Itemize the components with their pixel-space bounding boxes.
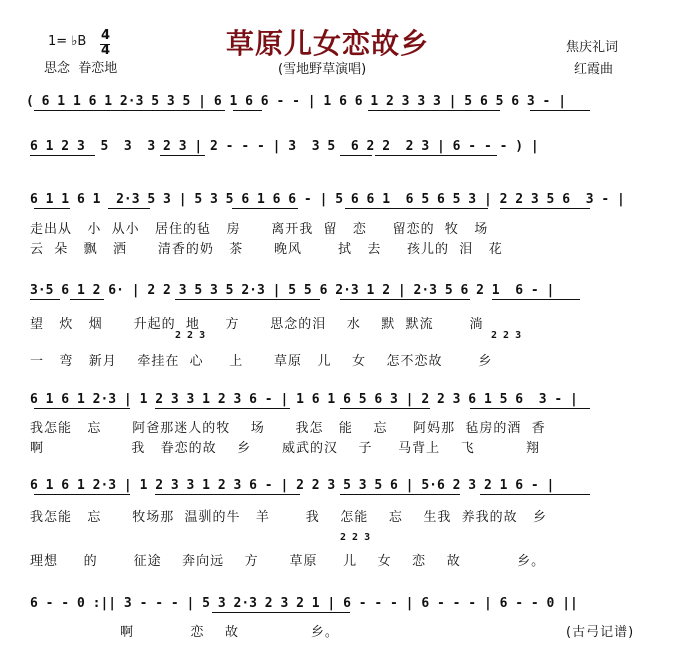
beam-underline xyxy=(160,155,205,156)
beam-underline xyxy=(34,408,130,409)
lyrics-line-7: 啊 恋 故 乡。 xyxy=(120,625,339,640)
notation-line-2: 6 1 2 3 5 3 3 2 3 | 2 - - - | 3 3 5 6 2 2 2 3 | 6 - - - ) | xyxy=(30,139,539,154)
transcriber-note: (古弓记谱) xyxy=(566,625,635,640)
beam-underline xyxy=(175,299,320,300)
beam-underline xyxy=(30,155,95,156)
beam-underline xyxy=(500,208,590,209)
time-signature-top: 4 xyxy=(101,28,111,43)
lyrics-line-3b: 云 朵 飘 洒 清香的奶 茶 晚风 拭 去 孩儿的 泪 花 xyxy=(30,242,503,257)
song-title: 草原儿女恋故乡 xyxy=(226,27,430,60)
beam-underline xyxy=(340,155,372,156)
beam-underline xyxy=(340,408,430,409)
small-notes-4a: 2 2 3 xyxy=(175,330,206,341)
lyrics-line-6b: 理想 的 征途 奔向远 方 草原 儿 女 恋 故 乡。 xyxy=(30,554,546,569)
beam-underline xyxy=(232,208,298,209)
beam-underline xyxy=(368,110,500,111)
beam-underline xyxy=(34,208,70,209)
beam-underline xyxy=(212,612,350,613)
beam-underline xyxy=(530,110,590,111)
beam-underline xyxy=(70,299,104,300)
small-notes-4b: 2 2 3 xyxy=(491,330,522,341)
key-signature: 1= ♭B xyxy=(48,34,87,49)
lyrics-line-5b: 啊 我 眷恋的故 乡 威武的汉 子 马背上 飞 翔 xyxy=(30,441,541,456)
lyrics-line-4b: 一 弯 新月 牵挂在 心 上 草原 儿 女 怎不恋故 乡 xyxy=(30,354,493,369)
beam-underline xyxy=(34,110,225,111)
song-subtitle: (雪地野草演唱) xyxy=(278,62,367,77)
notation-line-6: 6 1 6 1 2·3 | 1 2 3 3 1 2 3 6 - | 2 2 3 5 3 5 6 | 5·6 2 3 2 1 6 - | xyxy=(30,478,555,493)
notation-line-7: 6 - - 0 :|| 3 - - - | 5 3 2·3 2 3 2 1 | 6 - - - | 6 - - - | 6 - - 0 || xyxy=(30,596,578,611)
beam-underline xyxy=(155,494,300,495)
beam-underline xyxy=(340,299,470,300)
lyrics-line-5a: 我怎能 忘 阿爸那迷人的牧 场 我怎 能 忘 阿妈那 毡房的酒 香 xyxy=(30,421,546,436)
beam-underline xyxy=(34,494,130,495)
small-notes-6: 2 2 3 xyxy=(340,532,371,543)
lyricist: 焦庆礼词 xyxy=(566,40,619,55)
time-signature-bottom: 4 xyxy=(101,43,111,58)
beam-underline xyxy=(345,208,488,209)
beam-underline xyxy=(480,494,590,495)
notation-line-1: ( 6 1 1 6 1 2·3 5 3 5 | 6 1 6 6 - - | 1 6 6 1 2 3 3 3 | 5 6 5 6 3 - | xyxy=(26,94,567,109)
lyrics-line-4a: 望 炊 烟 升起的 地 方 思念的泪 水 默 默流 淌 xyxy=(30,317,484,332)
notation-line-4: 3·5 6 1 2 6· | 2 2 3 5 3 5 2·3 | 5 5 6 2·3 1 2 | 2·3 5 6 2 1 6 - | xyxy=(30,283,555,298)
beam-underline xyxy=(108,208,150,209)
beam-underline xyxy=(155,408,290,409)
beam-underline xyxy=(233,110,262,111)
lyrics-line-3a: 走出从 小 从小 居住的毡 房 离开我 留 恋 留恋的 牧 场 xyxy=(30,222,489,237)
lyrics-line-6a: 我怎能 忘 牧场那 温驯的牛 羊 我 怎能 忘 生我 养我的故 乡 xyxy=(30,510,548,525)
beam-underline xyxy=(30,299,60,300)
beam-underline xyxy=(340,494,460,495)
notation-line-3: 6 1 1 6 1 2·3 5 3 | 5 3 5 6 1 6 6 - | 5 6 6 1 6 5 6 5 3 | 2 2 3 5 6 3 - | xyxy=(30,192,625,207)
notation-line-5: 6 1 6 1 2·3 | 1 2 3 3 1 2 3 6 - | 1 6 1 6 5 6 3 | 2 2 3 6 1 5 6 3 - | xyxy=(30,392,578,407)
beam-underline xyxy=(375,155,497,156)
composer: 红霞曲 xyxy=(574,62,614,77)
tempo-mood: 思念 眷恋地 xyxy=(44,61,118,76)
beam-underline xyxy=(492,299,580,300)
beam-underline xyxy=(470,408,590,409)
